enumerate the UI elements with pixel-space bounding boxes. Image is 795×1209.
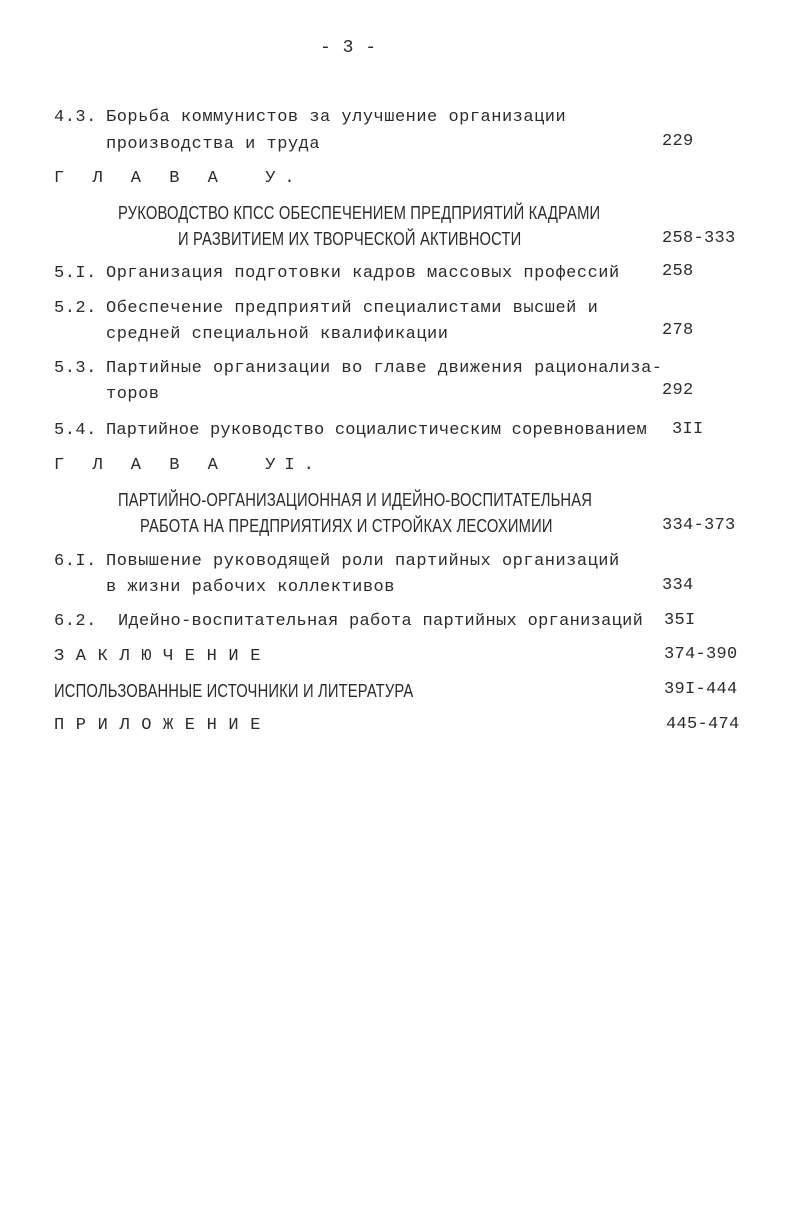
toc-entry-6-1-number: 6.I.	[54, 552, 97, 571]
page-number: - 3 -	[320, 38, 377, 58]
toc-entry-6-1-title-line2: в жизни рабочих коллективов	[106, 578, 395, 597]
toc-entry-5-2-page: 278	[662, 321, 694, 340]
toc-appendix-label: ПРИЛОЖЕНИЕ	[54, 716, 273, 735]
toc-entry-5-2-number: 5.2.	[54, 299, 97, 318]
toc-entry-6-1-title-line1: Повышение руководящей роли партийных организаций	[106, 552, 620, 571]
toc-entry-5-2-title-line1: Обеспечение предприятий специалистами высшей и	[106, 299, 599, 318]
toc-entry-5-4-page: 3II	[672, 420, 704, 439]
chapter-6-title-line1: ПАРТИЙНО-ОРГАНИЗАЦИОННАЯ И ИДЕЙНО-ВОСПИТАТЕЛЬНАЯ	[118, 490, 593, 510]
chapter-6-pages: 334-373	[662, 516, 736, 535]
toc-entry-6-2-number: 6.2.	[54, 612, 97, 631]
toc-appendix-pages: 445-474	[666, 715, 740, 734]
toc-entry-4-3-title-line2: производства и труда	[106, 135, 321, 154]
toc-entry-5-1-number: 5.I.	[54, 264, 97, 283]
toc-sources-label: ИСПОЛЬЗОВАННЫЕ ИСТОЧНИКИ И ЛИТЕРАТУРА	[54, 681, 414, 701]
toc-entry-5-3-title-line2: торов	[106, 385, 160, 404]
toc-entry-5-1-page: 258	[662, 262, 694, 281]
toc-entry-5-3-number: 5.3.	[54, 359, 97, 378]
toc-entry-5-4-number: 5.4.	[54, 421, 97, 440]
toc-entry-5-2-title-line2: средней специальной квалификации	[106, 325, 449, 344]
toc-entry-6-1-page: 334	[662, 576, 694, 595]
chapter-5-heading: Г Л А В А У.	[54, 169, 304, 188]
toc-entry-4-3-title-line1: Борьба коммунистов за улучшение организации	[106, 108, 567, 127]
toc-sources-pages: 39I-444	[664, 680, 738, 699]
toc-entry-5-3-title-line1: Партийные организации во главе движения рационализа-	[106, 359, 663, 378]
toc-conclusion-pages: 374-390	[664, 645, 738, 664]
chapter-5-pages: 258-333	[662, 229, 736, 248]
toc-entry-6-2-title: Идейно-воспитательная работа партийных организаций	[118, 612, 644, 631]
toc-entry-4-3-page: 229	[662, 132, 694, 151]
toc-entry-5-3-page: 292	[662, 381, 694, 400]
chapter-6-heading: Г Л А В А УI.	[54, 456, 323, 475]
toc-entry-5-4-title: Партийное руководство социалистическим соревнованием	[106, 421, 647, 440]
toc-conclusion-label: ЗАКЛЮЧЕНИЕ	[54, 647, 273, 666]
chapter-6-title-line2: РАБОТА НА ПРЕДПРИЯТИЯХ И СТРОЙКАХ ЛЕСОХИМИИ	[140, 516, 553, 536]
toc-entry-4-3-number: 4.3.	[54, 108, 97, 127]
toc-entry-6-2-page: 35I	[664, 611, 696, 630]
toc-entry-5-1-title: Организация подготовки кадров массовых профессий	[106, 264, 620, 283]
chapter-5-title-line1: РУКОВОДСТВО КПСС ОБЕСПЕЧЕНИЕМ ПРЕДПРИЯТИЙ КАДРАМИ	[118, 203, 601, 223]
chapter-5-title-line2: И РАЗВИТИЕМ ИХ ТВОРЧЕСКОЙ АКТИВНОСТИ	[178, 229, 522, 249]
